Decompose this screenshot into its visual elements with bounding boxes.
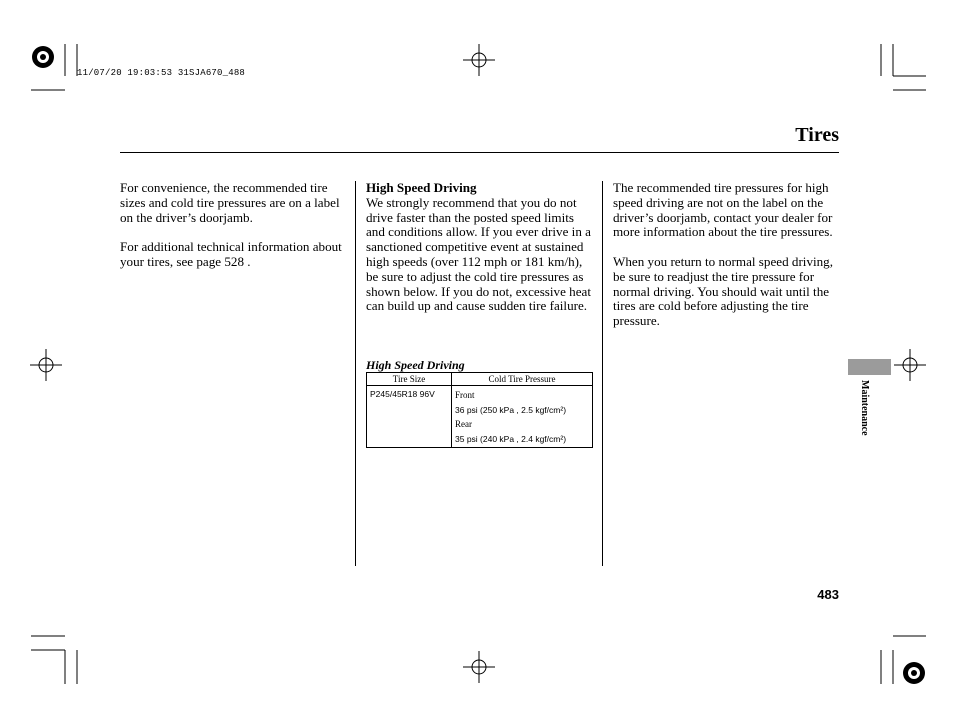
table-row	[367, 386, 593, 448]
tire-pressure-table	[366, 372, 593, 448]
front-label: Front	[455, 390, 475, 400]
rear-label: Rear	[455, 419, 472, 429]
paragraph: For convenience, the recommended tire sizes and cold tire pressures are on a label on the driver’s doorjamb.	[120, 180, 340, 225]
pressure-cell	[452, 386, 593, 448]
table-header: Cold Tire Pressure	[452, 373, 593, 386]
table-header-row	[367, 373, 593, 386]
table-caption: High Speed Driving	[366, 358, 465, 372]
column-divider	[602, 181, 603, 566]
tire-size-value: P245/45R18 96V	[370, 389, 435, 399]
section-heading: High Speed Driving	[366, 180, 477, 195]
page-title: Tires	[795, 124, 839, 146]
title-rule	[120, 152, 839, 153]
print-stamp: 11/07/20 19:03:53 31SJA670_488	[77, 68, 246, 78]
paragraph: The recommended tire pressures for high speed driving are not on the label on the driver’s doorjamb, contact your dealer for more information about the tire pressures.	[613, 180, 833, 240]
column-right	[613, 181, 839, 344]
section-tab	[848, 359, 891, 375]
column-left	[120, 181, 345, 285]
column-middle	[366, 181, 593, 314]
section-tab-label: Maintenance	[859, 380, 870, 436]
front-value: 36 psi (250 kPa , 2.5 kgf/cm²)	[455, 404, 567, 415]
page-number: 483	[817, 587, 839, 602]
paragraph: We strongly recommend that you do not drive faster than the posted speed limits and conditions allow. If you ever drive in a sanctioned competitive event at sustained high speeds (over 112 mph or 181 km/h), be sure to adjust the cold tire pressures as shown below. If you do not, excessive heat can build up and cause sudden tire failure.	[366, 194, 591, 314]
column-divider	[355, 181, 356, 566]
paragraph: For additional technical information about your tires, see page 528 .	[120, 239, 342, 269]
table-header: Tire Size	[367, 373, 452, 386]
rear-value: 35 psi (240 kPa , 2.4 kgf/cm²)	[455, 433, 567, 444]
tire-size-cell	[367, 386, 452, 448]
paragraph: When you return to normal speed driving, be sure to readjust the tire pressure for normal driving. You should wait until the tires are cold before adjusting the tire pressure.	[613, 253, 833, 329]
